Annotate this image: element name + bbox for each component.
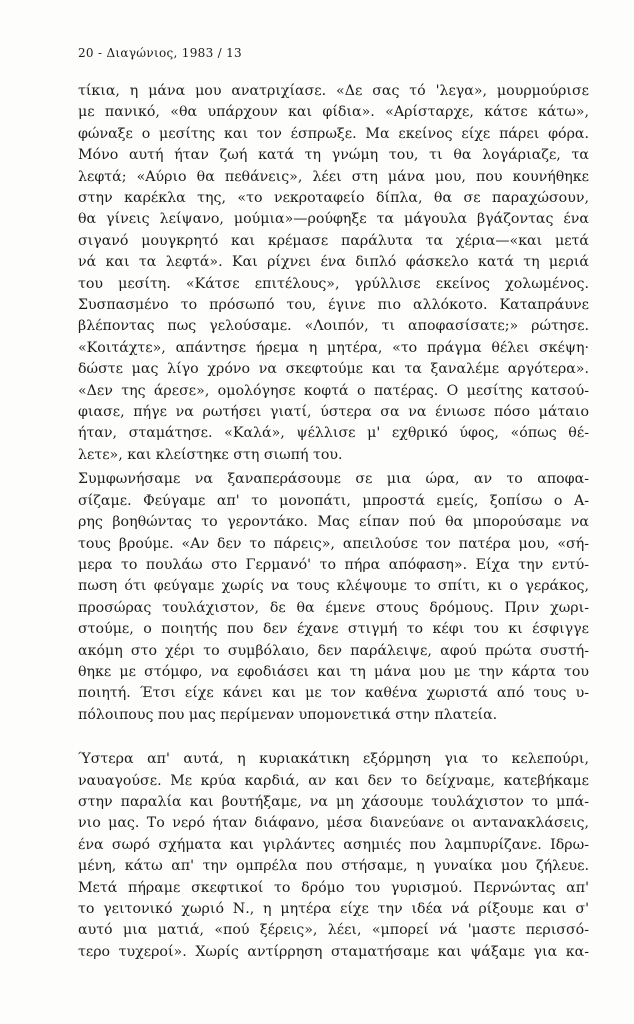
text-line: με πανικό, «θα υπάρχουν και φίδια». «Αρίσταρχε, κάτσε κάτω»,: [78, 104, 589, 121]
text-line: θα γίνεις λείψανο, μούμια»—ρούφηξε τα μάγουλα βγάζοντας ένα: [78, 211, 589, 228]
text-line: Ύστερα απ' αυτά, η κυριακάτικη εξόρμηση για το κελεπούρι,: [78, 751, 589, 768]
text-line: ρης βοηθώντας το γεροντάκο. Μας είπαν πού θα μπορούσαμε να: [78, 514, 589, 531]
text-line: το γειτονικό χωριό Ν., η μητέρα είχε την ιδέα νά ρίξουμε και σ': [78, 901, 589, 918]
text-line: Συσπασμένο το πρόσωπό του, έγινε πιο αλλόκοτο. Καταπράυνε: [78, 297, 589, 313]
text-line: στούμε, ο ποιητής που δεν έχανε στιγμή το κέφι του κι έσφιγγε: [78, 621, 589, 638]
text-line: τους βρούμε. «Αν δεν το πάρεις», απειλούσε τον πατέρα μου, «σή-: [78, 535, 589, 552]
text-line: στην καρέκλα της, «το νεκροταφείο δίπλα, θα σε παραχώσουν,: [78, 190, 589, 206]
text-line: Συμφωνήσαμε να ξαναπεράσουμε σε μια ώρα, αν το αποφα-: [78, 471, 589, 488]
text-line: σίζαμε. Φεύγαμε απ' το μονοπάτι, μπροστά εμείς, ξοπίσω ο Α-: [78, 492, 589, 509]
text-line: τερο τυχεροί». Χωρίς αντίρρηση σταματήσαμε και ψάξαμε για κα-: [78, 943, 589, 960]
text-line: νιο μας. Το νερό ήταν διάφανο, μέσα διανεύανε οι αντανακλάσεις,: [78, 815, 589, 832]
text-line: σιγανό μουγκρητό και κρέμασε παράλυτα τα χέρια—«και μετά: [78, 232, 589, 249]
text-line: μερα το πουλάω στο Γερμανό' το πήρα απόφαση». Είχα την εντύ-: [78, 556, 589, 573]
text-line: ναυαγούσε. Με κρύα καρδιά, αν και δεν το δείχναμε, κατεβήκαμε: [78, 772, 589, 789]
text-line: θηκε με στόμφο, να εφοδιάσει και τη μάνα μου με την κάρτα του: [78, 663, 589, 680]
text-line: δώστε μας λίγο χρόνο να σκεφτούμε και τα ξαναλέμε αργότερα».: [78, 361, 589, 378]
text-line: Μετά πήραμε σκεφτικοί το δρόμο του γυρισμού. Περνώντας απ': [78, 879, 589, 896]
text-line: προσώρας τουλάχιστον, δε θα έμενε στους δρόμους. Πριν χωρι-: [78, 599, 589, 616]
text-line: λετε», και κλείστηκε στη σιωπή του.: [78, 446, 343, 463]
text-line: του μεσίτη. «Κάτσε επιτέλους», γρύλλισε εκείνος χολωμένος.: [78, 275, 589, 292]
text-line: νά και τα λεφτά». Και ρίχνει ένα διπλό φάσκελο κατά τη μεριά: [78, 254, 589, 271]
text-line: «Κοιτάχτε», απάντησε ήρεμα η μητέρα, «το πράγμα θέλει σκέψη·: [78, 339, 589, 356]
page-header: 20 - Διαγώνιος, 1983 / 13: [78, 46, 242, 60]
text-line: αυτό μια ματιά, «πού ξέρεις», λέει, «μπορεί νά 'μαστε περισσό-: [78, 922, 589, 939]
text-line: Μόνο αυτή ήταν ζωή κατά τη γνώμη του, τι θα λογάριαζε, τα: [78, 147, 589, 164]
text-line: «Δεν της άρεσε», ομολόγησε κοφτά ο πατέρας. Ο μεσίτης κατσού-: [78, 382, 589, 399]
text-line: ακόμη στο χέρι το συμβόλαιο, δεν παράλειψε, αφού πρώτα συστή-: [78, 642, 589, 659]
text-line: ποιητή. Έτσι είχε κάνει και με τον καθένα χωριστά από τους υ-: [78, 685, 589, 702]
text-line: στην παραλία και βουτήξαμε, να μη χάσουμε τουλάχιστον το μπά-: [78, 794, 589, 811]
text-line: πωση ότι φεύγαμε χωρίς να τους κλέψουμε το σπίτι, κι ο γεράκος,: [78, 578, 589, 595]
text-line: φώναξε ο μεσίτης και τον έσπρωξε. Μα εκείνος είχε πάρει φόρα.: [78, 125, 589, 142]
text-line: τίκια, η μάνα μου ανατριχίασε. «Δε σας τό 'λεγα», μουρμούρισε: [78, 83, 589, 99]
text-line: μένη, κάτω απ' την ομπρέλα που στήσαμε, η γυναίκα μου ζήλευε.: [78, 858, 589, 875]
text-line: λεφτά; «Αύριο θα πεθάνεις», λέει στη μάνα μου, που κουνήθηκε: [78, 168, 589, 185]
text-line: φιασε, πήγε να ρωτήσει γιατί, ύστερα σα να ένιωσε πόσο μάταιο: [78, 404, 589, 420]
text-line: πόλοιπους που μας περίμεναν υπομονετικά στην πλατεία.: [78, 706, 498, 723]
text-line: βλέποντας πως γελούσαμε. «Λοιπόν, τι αποφασίσατε;» ρώτησε.: [78, 318, 589, 335]
text-line: ήταν, σταμάτησε. «Καλά», ψέλλισε μ' εχθρικό ύφος, «όπως θέ-: [78, 425, 589, 442]
text-line: ένα σωρό σχήματα και γιρλάντες ασημιές που λαμπυρίζανε. Ιδρω-: [78, 836, 589, 853]
